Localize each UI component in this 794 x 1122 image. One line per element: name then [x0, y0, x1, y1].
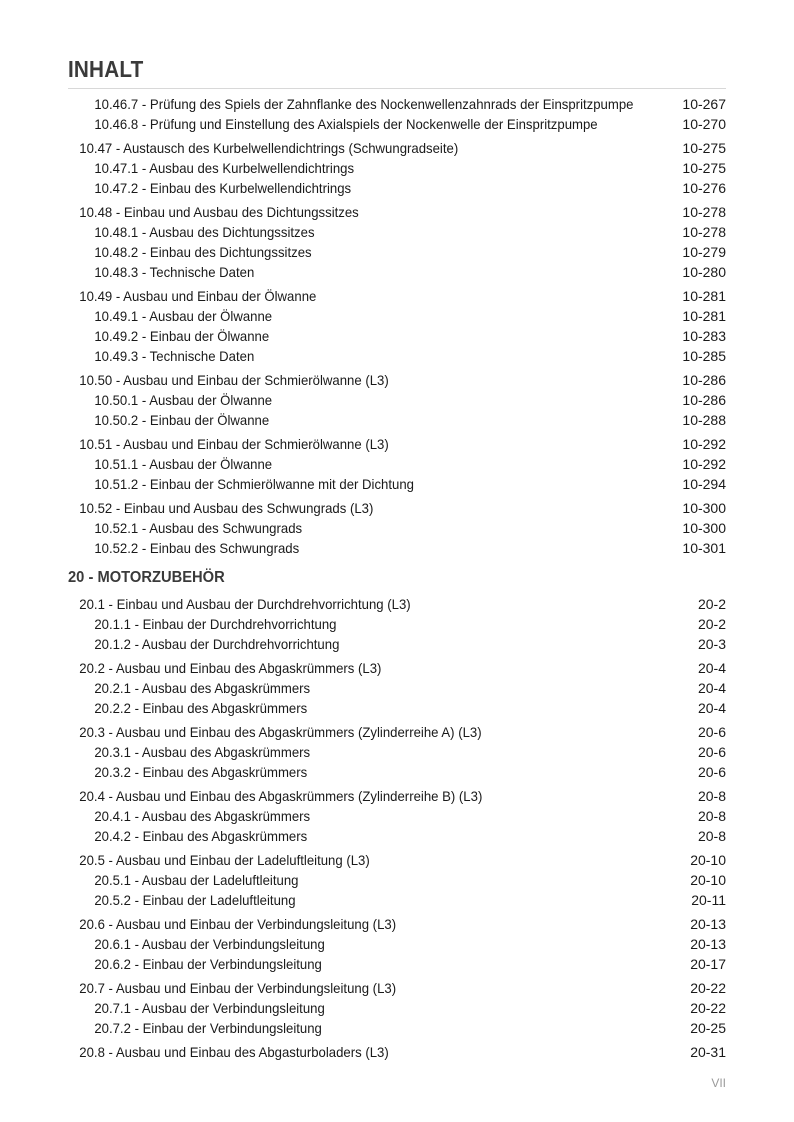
toc-entry-page: 10-278: [682, 204, 726, 220]
toc-section: [68, 94, 726, 558]
toc-group: [68, 286, 726, 366]
toc-entry-title: 10.52.2 - Einbau des Schwungrads: [94, 540, 300, 556]
toc-entry-title: 10.50 - Ausbau und Einbau der Schmierölwanne (L3): [79, 372, 389, 388]
toc-subentry[interactable]: [68, 954, 726, 974]
toc-entry-page: 20-8: [697, 828, 726, 844]
toc-entry-page: 20-10: [690, 872, 726, 888]
toc-entry-page: 20-8: [697, 808, 726, 824]
toc-group: [68, 498, 726, 558]
toc-entry-page: 10-281: [682, 288, 726, 304]
toc-entry-title: 20.1.1 - Einbau der Durchdrehvorrichtung: [94, 616, 337, 632]
toc-entry-title: 20.7.2 - Einbau der Verbindungsleitung: [94, 1020, 322, 1036]
toc-subentry[interactable]: [68, 454, 726, 474]
toc-entry-title: 10.51 - Ausbau und Einbau der Schmierölwanne (L3): [79, 436, 389, 452]
toc-entry-title: 10.46.8 - Prüfung und Einstellung des Axialspiels der Nockenwelle der Einspritzpumpe: [94, 116, 598, 132]
toc-entry-title: 10.51.1 - Ausbau der Ölwanne: [94, 456, 273, 472]
toc-entry-page: 20-6: [697, 764, 726, 780]
toc-subentry[interactable]: [68, 326, 726, 346]
toc-group: [68, 850, 726, 910]
toc-entry-page: 20-6: [697, 724, 726, 740]
toc-subentry[interactable]: [68, 698, 726, 718]
toc-entry-page: 20-2: [697, 616, 726, 632]
toc-subentry[interactable]: [68, 1018, 726, 1038]
toc-entry-title: 20.4.2 - Einbau des Abgaskrümmers: [94, 828, 308, 844]
toc-entry-page: 20-4: [697, 700, 726, 716]
toc-entry-title: 10.50.1 - Ausbau der Ölwanne: [94, 392, 273, 408]
toc-entry-title: 20.8 - Ausbau und Einbau des Abgasturboladers (L3): [79, 1044, 389, 1060]
toc-subentry[interactable]: [68, 634, 726, 654]
toc-entry-page: 10-267: [682, 96, 726, 112]
toc-entry-page: 10-292: [682, 436, 726, 452]
toc-entry-page: 20-8: [697, 788, 726, 804]
toc-subentry[interactable]: [68, 742, 726, 762]
toc-entry-title: 10.48 - Einbau und Ausbau des Dichtungssitzes: [79, 204, 359, 220]
toc-subentry[interactable]: [68, 410, 726, 430]
toc-subentry[interactable]: [68, 614, 726, 634]
toc-entry-page: 10-301: [682, 540, 726, 556]
toc-entry-page: 20-3: [697, 636, 726, 652]
toc-entry-title: 20.6 - Ausbau und Einbau der Verbindungsleitung (L3): [79, 916, 397, 932]
toc-group: [68, 722, 726, 782]
toc-group: [68, 434, 726, 494]
toc-entry-title: 20.5 - Ausbau und Einbau der Ladeluftleitung (L3): [79, 852, 370, 868]
toc-group: [68, 94, 726, 134]
toc-subentry[interactable]: [68, 114, 726, 134]
toc-entry-page: 20-11: [691, 892, 726, 908]
toc-entry-page: 20-4: [697, 680, 726, 696]
toc-group: [68, 370, 726, 430]
section-heading: 20 - MOTORZUBEHÖR: [68, 569, 225, 586]
toc-subentry[interactable]: [68, 346, 726, 366]
toc-entry-title: 20.4.1 - Ausbau des Abgaskrümmers: [94, 808, 311, 824]
toc-entry-page: 10-276: [682, 180, 726, 196]
toc-subentry[interactable]: [68, 890, 726, 910]
toc-entry-page: 10-270: [682, 116, 726, 132]
toc-entry-title: 10.52 - Einbau und Ausbau des Schwungrads (L3): [79, 500, 374, 516]
toc-subentry[interactable]: [68, 998, 726, 1018]
toc-entry-page: 20-13: [690, 936, 726, 952]
toc-entry-title: 20.2.2 - Einbau des Abgaskrümmers: [94, 700, 308, 716]
table-of-contents: [68, 94, 726, 1062]
toc-entry-title: 20.6.1 - Ausbau der Verbindungsleitung: [94, 936, 325, 952]
toc-entry-page: 20-22: [690, 1000, 726, 1016]
toc-entry-title: 20.1 - Einbau und Ausbau der Durchdrehvorrichtung (L3): [79, 596, 411, 612]
toc-subentry[interactable]: [68, 826, 726, 846]
toc-entry-page: 10-275: [682, 160, 726, 176]
toc-entry-title: 10.51.2 - Einbau der Schmierölwanne mit der Dichtung: [94, 476, 414, 492]
toc-entry[interactable]: [68, 722, 726, 742]
toc-entry-title: 20.1.2 - Ausbau der Durchdrehvorrichtung: [94, 636, 340, 652]
toc-entry-title: 20.5.1 - Ausbau der Ladeluftleitung: [94, 872, 299, 888]
toc-entry-title: 20.2.1 - Ausbau des Abgaskrümmers: [94, 680, 311, 696]
toc-subentry[interactable]: [68, 870, 726, 890]
toc-entry-title: 10.50.2 - Einbau der Ölwanne: [94, 412, 270, 428]
toc-entry-page: 10-286: [682, 392, 726, 408]
toc-entry-page: 10-283: [682, 328, 726, 344]
toc-subentry[interactable]: [68, 762, 726, 782]
toc-entry[interactable]: [68, 498, 726, 518]
toc-group: [68, 978, 726, 1038]
toc-subentry[interactable]: [68, 538, 726, 558]
toc-entry-page: 20-31: [690, 1044, 726, 1060]
toc-entry-title: 10.49.2 - Einbau der Ölwanne: [94, 328, 270, 344]
toc-entry-title: 10.47.2 - Einbau des Kurbelwellendichtrings: [94, 180, 352, 196]
toc-group: [68, 914, 726, 974]
toc-group: [68, 1042, 726, 1062]
page-number: VII: [711, 1076, 726, 1090]
toc-entry-title: 10.47 - Austausch des Kurbelwellendichtrings (Schwungradseite): [79, 140, 459, 156]
toc-entry[interactable]: [68, 434, 726, 454]
toc-entry-title: 20.6.2 - Einbau der Verbindungsleitung: [94, 956, 322, 972]
toc-subentry[interactable]: [68, 158, 726, 178]
toc-entry-title: 20.4 - Ausbau und Einbau des Abgaskrümmers (Zylinderreihe B) (L3): [79, 788, 483, 804]
toc-entry-title: 10.52.1 - Ausbau des Schwungrads: [94, 520, 303, 536]
toc-entry-page: 20-22: [690, 980, 726, 996]
toc-entry-page: 10-278: [682, 224, 726, 240]
toc-entry-page: 20-17: [690, 956, 726, 972]
toc-group: [68, 138, 726, 198]
toc-subentry[interactable]: [68, 474, 726, 494]
toc-entry-page: 10-280: [682, 264, 726, 280]
toc-entry[interactable]: [68, 658, 726, 678]
toc-subentry[interactable]: [68, 934, 726, 954]
toc-entry[interactable]: [68, 914, 726, 934]
toc-section: [68, 566, 726, 1062]
toc-entry-title: 10.49.1 - Ausbau der Ölwanne: [94, 308, 273, 324]
toc-entry-title: 20.3 - Ausbau und Einbau des Abgaskrümmers (Zylinderreihe A) (L3): [79, 724, 482, 740]
toc-entry-page: 10-275: [682, 140, 726, 156]
toc-entry-page: 20-13: [690, 916, 726, 932]
toc-entry[interactable]: [68, 202, 726, 222]
toc-entry-title: 20.5.2 - Einbau der Ladeluftleitung: [94, 892, 296, 908]
toc-group: [68, 202, 726, 282]
toc-entry-title: 10.48.2 - Einbau des Dichtungssitzes: [94, 244, 312, 260]
toc-entry[interactable]: [68, 138, 726, 158]
toc-entry-page: 20-4: [697, 660, 726, 676]
toc-entry-page: 10-281: [682, 308, 726, 324]
toc-group: [68, 786, 726, 846]
toc-subentry[interactable]: [68, 306, 726, 326]
toc-entry-page: 10-288: [682, 412, 726, 428]
toc-subentry[interactable]: [68, 678, 726, 698]
toc-entry[interactable]: [68, 786, 726, 806]
toc-entry-title: 10.47.1 - Ausbau des Kurbelwellendichtrings: [94, 160, 355, 176]
toc-entry[interactable]: [68, 850, 726, 870]
page-title: INHALT: [68, 56, 144, 82]
toc-entry[interactable]: [68, 978, 726, 998]
toc-subentry[interactable]: [68, 390, 726, 410]
toc-subentry[interactable]: [68, 518, 726, 538]
toc-entry-page: 10-300: [682, 500, 726, 516]
toc-subentry[interactable]: [68, 262, 726, 282]
toc-group: [68, 658, 726, 718]
toc-entry-page: 10-279: [682, 244, 726, 260]
toc-entry-page: 10-294: [682, 476, 726, 492]
toc-subentry[interactable]: [68, 222, 726, 242]
toc-entry-page: 20-2: [697, 596, 726, 612]
toc-entry[interactable]: [68, 370, 726, 390]
toc-entry-page: 10-285: [682, 348, 726, 364]
toc-subentry[interactable]: [68, 806, 726, 826]
toc-entry-title: 20.7.1 - Ausbau der Verbindungsleitung: [94, 1000, 325, 1016]
toc-entry-page: 10-300: [682, 520, 726, 536]
toc-subentry[interactable]: [68, 178, 726, 198]
toc-entry-title: 20.2 - Ausbau und Einbau des Abgaskrümmers (L3): [79, 660, 382, 676]
toc-entry[interactable]: [68, 594, 726, 614]
toc-subentry[interactable]: [68, 94, 726, 114]
toc-entry-title: 10.49 - Ausbau und Einbau der Ölwanne: [79, 288, 317, 304]
toc-entry-page: 10-286: [682, 372, 726, 388]
toc-entry-title: 10.49.3 - Technische Daten: [94, 348, 255, 364]
toc-entry-title: 10.46.7 - Prüfung des Spiels der Zahnflanke des Nockenwellenzahnrads der Einspritzpumpe: [94, 96, 634, 112]
toc-entry-title: 20.3.1 - Ausbau des Abgaskrümmers: [94, 744, 311, 760]
title-divider: [68, 88, 726, 89]
toc-entry[interactable]: [68, 1042, 726, 1062]
toc-entry-page: 20-10: [690, 852, 726, 868]
toc-entry-title: 20.3.2 - Einbau des Abgaskrümmers: [94, 764, 308, 780]
toc-entry[interactable]: [68, 286, 726, 306]
toc-entry-page: 20-6: [697, 744, 726, 760]
toc-entry-title: 10.48.3 - Technische Daten: [94, 264, 255, 280]
toc-group: [68, 594, 726, 654]
toc-entry-page: 10-292: [682, 456, 726, 472]
toc-entry-page: 20-25: [690, 1020, 726, 1036]
toc-entry-title: 10.48.1 - Ausbau des Dichtungssitzes: [94, 224, 315, 240]
toc-subentry[interactable]: [68, 242, 726, 262]
toc-entry-title: 20.7 - Ausbau und Einbau der Verbindungsleitung (L3): [79, 980, 397, 996]
